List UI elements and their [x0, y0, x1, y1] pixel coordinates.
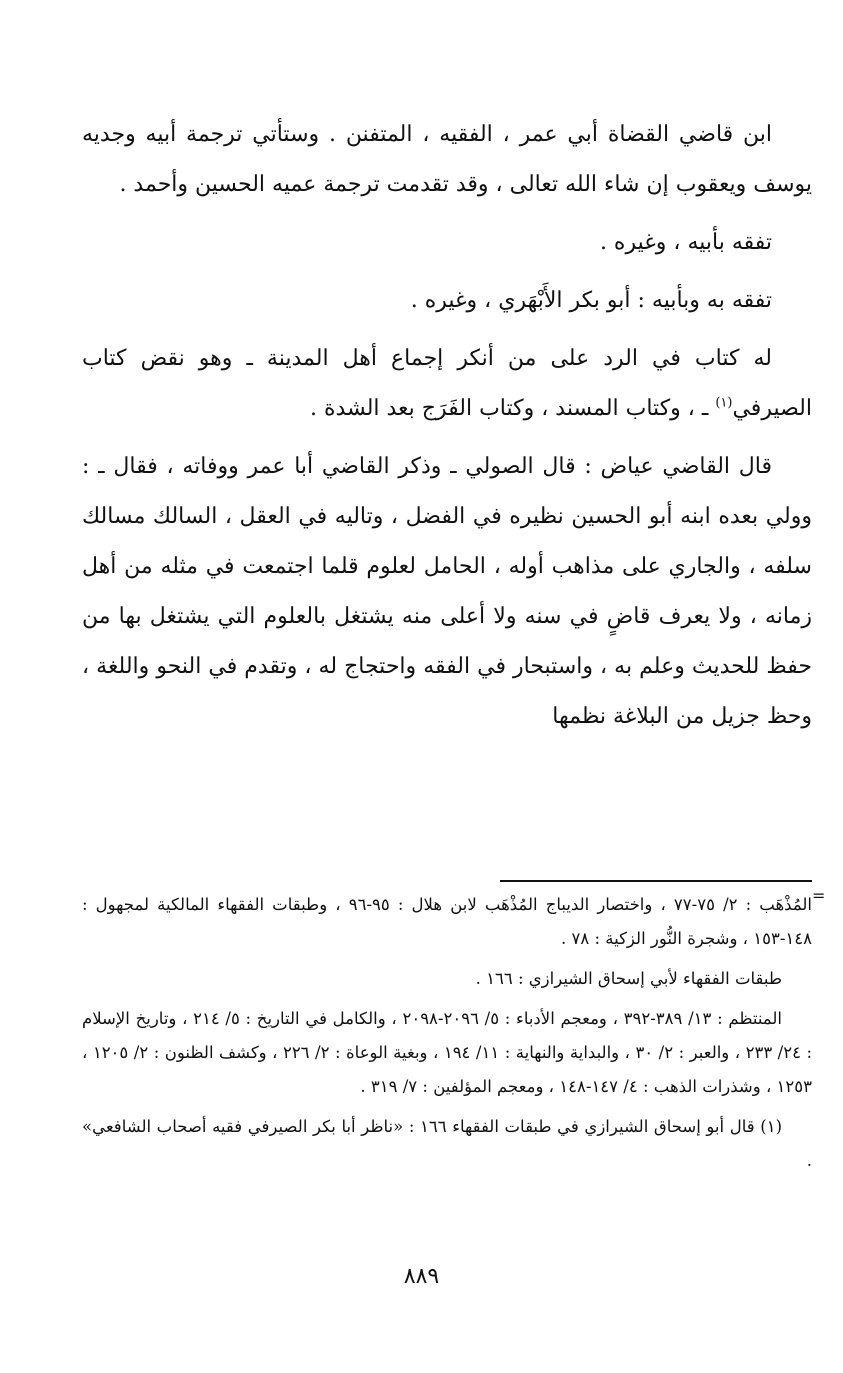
footnote-sources-3: المنتظم : ١٣/ ٣٨٩-٣٩٢ ، ومعجم الأدباء : ٥/ ٢٠٩٦-٢٠٩٨ ، والكامل في التاريخ : ٥/ ٢١٤ ، وتاريخ الإسلام : ٢٤/ ٢٣٣ ، والعبر : ٢/ ٣٠ ، والبداية والنهاية : ١١/ ١٩٤ ، وبغية الوعاة : ٢/ ٢٢٦ ، وكشف الظنون : ٢/ ١٢٠٥ ، ١٢٥٣ ، وشذرات الذهب : ٤/ ١٤٧-١٤٨ ، ومعجم المؤلفين : ٧/ ٣١٩ .: [82, 1009, 813, 1096]
footnotes: [82, 888, 812, 1178]
footnote-1: (١) قال أبو إسحاق الشيرازي في طبقات الفقهاء ١٦٦ : «ناظر أبا بكر الصيرفي فقيه أصحاب الشافعي» .: [82, 1117, 812, 1170]
paragraph-works-text-end: ـ ، وكتاب المسند ، وكتاب الفَرَج بعد الشدة .: [310, 396, 716, 421]
paragraph-biography-intro: ابن قاضي القضاة أبي عمر ، الفقيه ، المتفنن . وستأتي ترجمة أبيه وجديه يوسف ويعقوب إن شاء الله تعالى ، وقد تقدمت ترجمة عميه الحسين وأحمد .: [82, 122, 812, 197]
footnote-sources-2: طبقات الفقهاء لأبي إسحاق الشيرازي : ١٦٦ .: [475, 969, 782, 988]
paragraph-works: [82, 334, 812, 434]
paragraph-students: تفقه به وبأبيه : أبو بكر الأَبْهَري ، وغيره .: [410, 288, 772, 313]
paragraph-works-text: له كتاب في الرد على من أنكر إجماع أهل المدينة ـ وهو نقض كتاب الصيرفي: [82, 346, 812, 421]
continuation-marker: =: [812, 886, 826, 905]
footnote-sources-1: المُذْهَب : ٢/ ٧٥-٧٧ ، واختصار الديباج المُذْهَب لابن هلال : ٩٥-٩٦ ، وطبقات الفقهاء المالكية لمجهول : ١٤٨-١٥٣ ، وشجرة النُّور الزكية : ٧٨ .: [82, 895, 812, 948]
main-text: [82, 110, 812, 742]
page-number: ٨٨٩: [403, 1264, 440, 1289]
footnote-separator: [500, 880, 812, 882]
footnote-reference: (١): [715, 395, 733, 411]
paragraph-teachers: تفقه بأبيه ، وغيره .: [599, 230, 772, 255]
paragraph-quotation: قال القاضي عياض : قال الصولي ـ وذكر القاضي أبا عمر ووفاته ، فقال ـ : وولي بعده ابنه أبو الحسين نظيره في الفضل ، وتاليه في العقل ، السالك مسالك سلفه ، والجاري على مذاهب أوله ، الحامل لعلوم قلما اجتمعت في مثله من أهل زمانه ، ولا يعرف قاضٍ في سنه ولا أعلى منه يشتغل بالعلوم التي يشتغل بها من حفظ للحديث وعلم به ، واستبحار في الفقه واحتجاج له ، وتقدم في النحو واللغة ، وحظ جزيل من البلاغة نظمها: [82, 454, 812, 729]
